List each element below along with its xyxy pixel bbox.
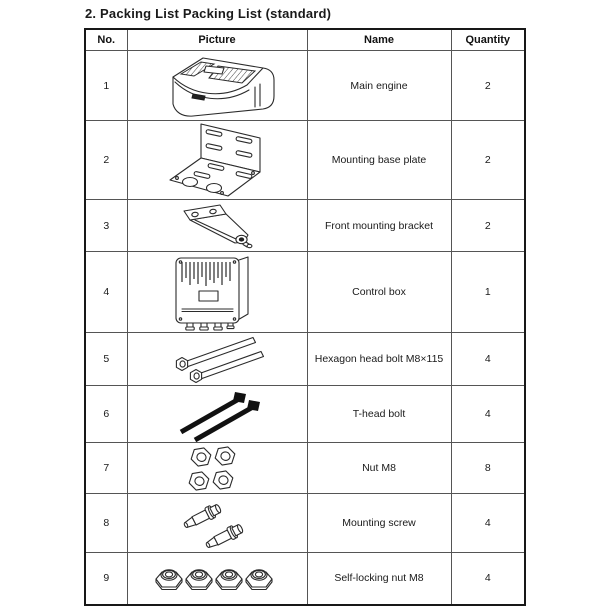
hexagon-head-bolt-drawing [169, 333, 265, 385]
packing-list-table [84, 28, 526, 606]
packing-table-body [85, 51, 525, 605]
row-picture [127, 494, 307, 553]
row-no: 8 [85, 494, 127, 553]
row-picture [127, 200, 307, 252]
col-header-no: No. [85, 29, 127, 51]
nut-m8-drawing [185, 443, 249, 493]
row-picture [127, 553, 307, 605]
front-mounting-bracket-drawing [175, 203, 259, 249]
table-row [85, 494, 525, 553]
row-name: Control box [307, 252, 451, 333]
row-quantity: 4 [451, 386, 525, 443]
row-name: Nut M8 [307, 443, 451, 494]
table-row [85, 553, 525, 605]
row-quantity: 2 [451, 200, 525, 252]
row-name: Hexagon head bolt M8×115 [307, 333, 451, 386]
row-picture [127, 252, 307, 333]
self-locking-nut-drawing [152, 560, 282, 596]
table-row [85, 51, 525, 121]
row-quantity: 2 [451, 51, 525, 121]
page-title: 2. Packing List Packing List (standard) [85, 6, 332, 21]
row-no: 4 [85, 252, 127, 333]
row-name: Front mounting bracket [307, 200, 451, 252]
control-box-drawing [170, 253, 264, 331]
row-picture [127, 121, 307, 200]
row-no: 9 [85, 553, 127, 605]
mounting-screw-drawing [177, 494, 257, 552]
table-row [85, 333, 525, 386]
row-quantity: 8 [451, 443, 525, 494]
table-row [85, 443, 525, 494]
row-picture [127, 333, 307, 386]
row-picture [127, 386, 307, 443]
row-quantity: 4 [451, 494, 525, 553]
col-header-quantity: Quantity [451, 29, 525, 51]
row-name: Self-locking nut M8 [307, 553, 451, 605]
row-name: Mounting screw [307, 494, 451, 553]
mounting-base-plate-drawing [156, 121, 278, 199]
table-row [85, 200, 525, 252]
t-head-bolt-drawing [171, 386, 263, 442]
row-picture [127, 443, 307, 494]
row-no: 3 [85, 200, 127, 252]
main-engine-drawing [151, 54, 283, 118]
row-quantity: 4 [451, 553, 525, 605]
row-picture [127, 51, 307, 121]
row-no: 7 [85, 443, 127, 494]
header-row [85, 29, 525, 51]
row-quantity: 2 [451, 121, 525, 200]
row-quantity: 1 [451, 252, 525, 333]
table-row [85, 121, 525, 200]
row-name: Main engine [307, 51, 451, 121]
row-name: Mounting base plate [307, 121, 451, 200]
row-no: 2 [85, 121, 127, 200]
table-row [85, 252, 525, 333]
row-name: T-head bolt [307, 386, 451, 443]
row-no: 1 [85, 51, 127, 121]
col-header-name: Name [307, 29, 451, 51]
row-no: 5 [85, 333, 127, 386]
table-row [85, 386, 525, 443]
row-quantity: 4 [451, 333, 525, 386]
row-no: 6 [85, 386, 127, 443]
col-header-picture: Picture [127, 29, 307, 51]
